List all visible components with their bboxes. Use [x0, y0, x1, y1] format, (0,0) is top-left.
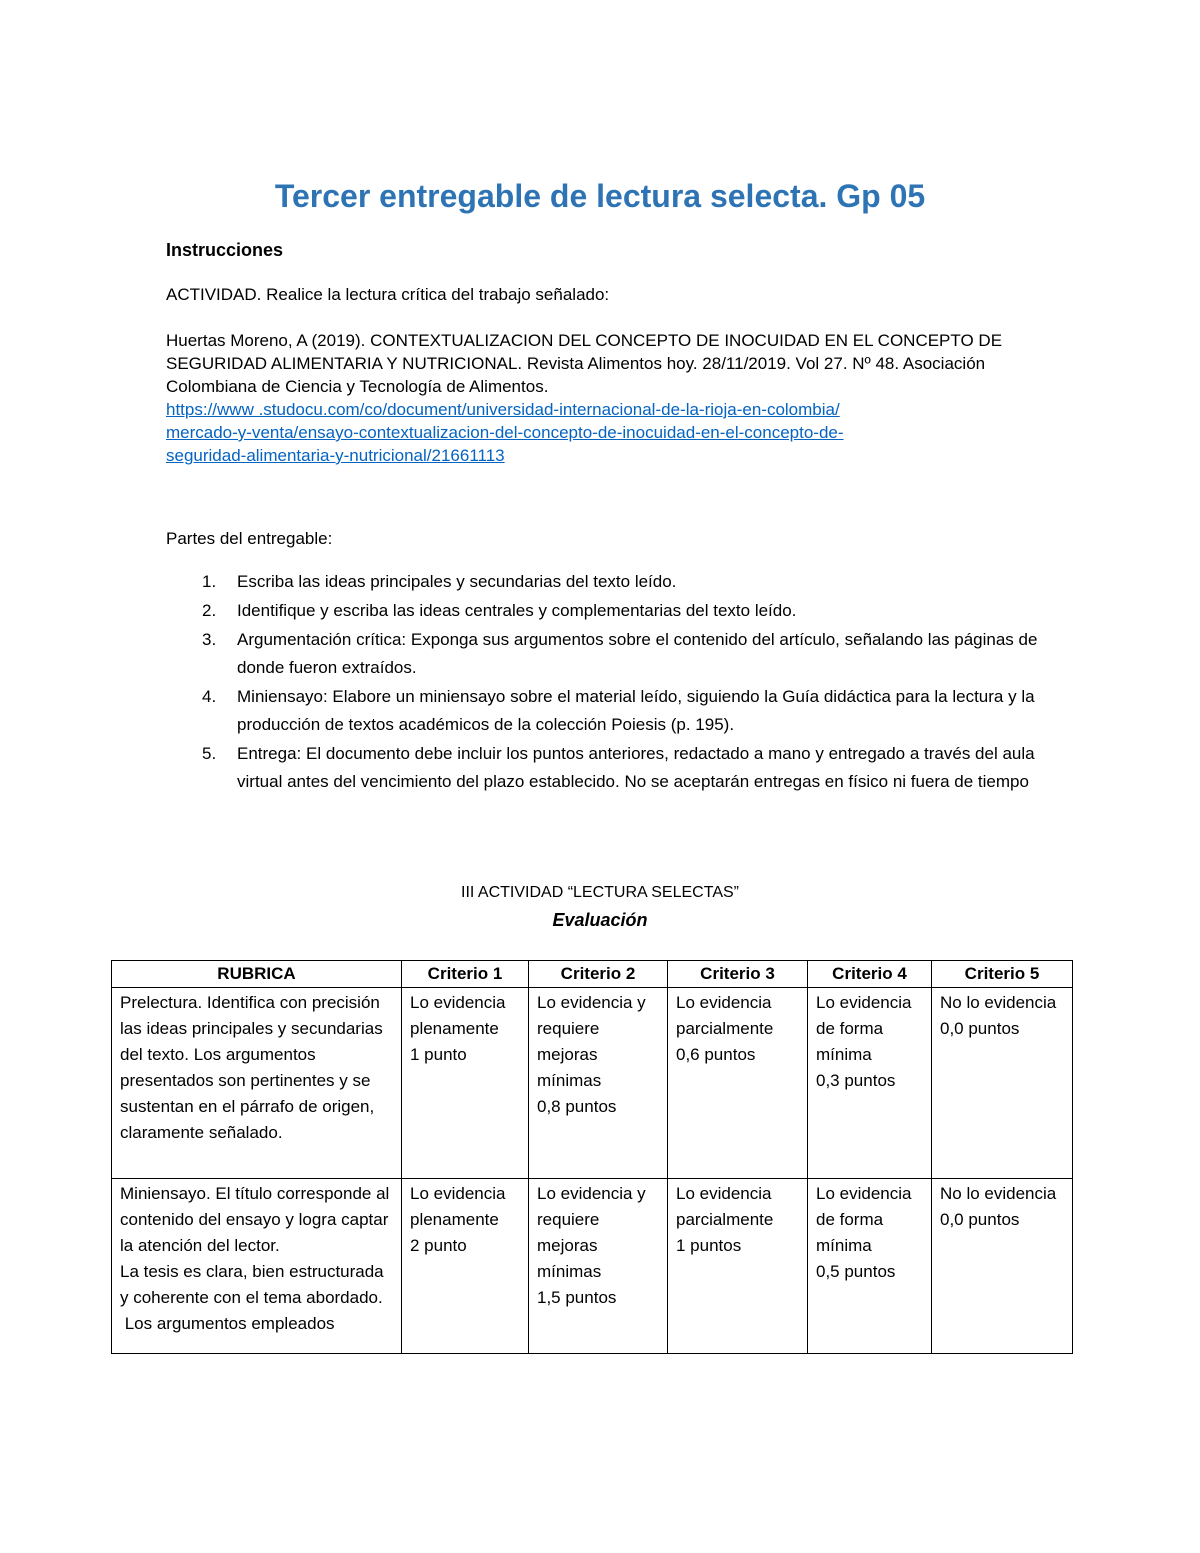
list-number: 3. — [202, 630, 217, 649]
table-row — [112, 988, 1073, 1179]
table-cell — [808, 1179, 932, 1354]
activity-section-title: III ACTIVIDAD “LECTURA SELECTAS” — [461, 884, 739, 901]
table-cell — [529, 1179, 668, 1354]
table-cell — [668, 988, 808, 1179]
list-text: Identifique y escriba las ideas centrales y complementarias del texto leído. — [237, 601, 797, 620]
instructions-heading: Instrucciones — [166, 240, 284, 260]
reference-citation: Huertas Moreno, A (2019). CONTEXTUALIZACION DEL CONCEPTO DE INOCUIDAD EN EL CONCEPTO DE SEGURIDAD ALIMENTARIA Y NUTRICIONAL. Revista Alimentos hoy. 28/11/2019. Vol 27. Nº 48. Asociación Colombiana de Ciencia y Tecnología de Alimentos. — [166, 331, 1003, 396]
document-title: Tercer entregable de lectura selecta. Gp 05 — [274, 178, 926, 214]
table-cell — [112, 1179, 402, 1354]
table-cell — [808, 988, 932, 1179]
list-number: 5. — [202, 744, 217, 763]
rubric-table — [111, 960, 1073, 1354]
table-header-cell: Criterio 3 — [668, 961, 808, 988]
cell-text: Lo evidencia parcialmente — [676, 1184, 774, 1229]
table-header-cell: RUBRICA — [112, 961, 402, 988]
parts-list — [166, 568, 1046, 797]
table-header-cell: Criterio 4 — [808, 961, 932, 988]
list-item — [166, 683, 1046, 739]
cell-score: 0,6 puntos — [676, 1045, 756, 1064]
list-item — [166, 626, 1046, 682]
table-cell — [402, 1179, 529, 1354]
list-item — [166, 568, 1046, 596]
table-cell — [529, 988, 668, 1179]
cell-score: 1 puntos — [676, 1236, 742, 1255]
table-cell — [402, 988, 529, 1179]
reference-link-line: mercado-y-venta/ensayo-contextualizacion-del-concepto-de-inocuidad-en-el-concepto-de- — [166, 423, 844, 442]
cell-score: 0,0 puntos — [940, 1210, 1020, 1229]
cell-text: Lo evidencia plenamente — [410, 993, 506, 1038]
table-cell — [668, 1179, 808, 1354]
cell-score: 0,8 puntos — [537, 1097, 617, 1116]
cell-score: 0,5 puntos — [816, 1262, 896, 1281]
list-item — [166, 740, 1046, 796]
reference-link[interactable] — [166, 398, 1046, 467]
activity-label: ACTIVIDAD. — [166, 285, 262, 304]
reference-block — [166, 329, 1046, 467]
cell-score: 2 punto — [410, 1236, 467, 1255]
cell-text: Los argumentos empleados — [120, 1314, 335, 1333]
cell-text: Lo evidencia parcialmente — [676, 993, 774, 1038]
table-row — [112, 1179, 1073, 1354]
cell-score: 0,0 puntos — [940, 1019, 1020, 1038]
cell-text: Lo evidencia plenamente — [410, 1184, 506, 1229]
list-item — [166, 597, 1046, 625]
list-number: 4. — [202, 687, 217, 706]
list-text: Entrega: El documento debe incluir los puntos anteriores, redactado a mano y entregado a través del aula virtual antes del vencimiento del plazo establecido. No se aceptarán entregas en físico ni fuera de tiempo — [237, 744, 1035, 791]
cell-text: Prelectura. Identifica con precisión las ideas principales y secundarias del texto. Los argumentos presentados son pertinentes y se sustentan en el párrafo de origen, claramente señalado. — [120, 993, 383, 1142]
list-number: 1. — [202, 572, 217, 591]
cell-score: 1,5 puntos — [537, 1288, 617, 1307]
cell-text: Lo evidencia y requiere mejoras mínimas — [537, 1184, 646, 1281]
cell-text: Lo evidencia y requiere mejoras mínimas — [537, 993, 646, 1090]
evaluation-title: Evaluación — [552, 910, 648, 930]
table-cell — [932, 988, 1073, 1179]
list-number: 2. — [202, 601, 217, 620]
cell-text: Lo evidencia de forma mínima — [816, 1184, 912, 1255]
cell-score: 1 punto — [410, 1045, 467, 1064]
table-header-row — [112, 961, 1073, 988]
cell-text: Miniensayo. El título corresponde al contenido del ensayo y logra captar la atención del lector. — [120, 1184, 390, 1255]
table-header-cell: Criterio 2 — [529, 961, 668, 988]
list-text: Escriba las ideas principales y secundarias del texto leído. — [237, 572, 677, 591]
table-header-cell: Criterio 5 — [932, 961, 1073, 988]
table-cell — [112, 988, 402, 1179]
cell-text: No lo evidencia — [940, 993, 1057, 1012]
reference-link-line: seguridad-alimentaria-y-nutricional/21661113 — [166, 446, 505, 465]
reference-link-line: https://www .studocu.com/co/document/universidad-internacional-de-la-rioja-en-colombia/ — [166, 400, 840, 419]
list-text: Argumentación crítica: Exponga sus argumentos sobre el contenido del artículo, señalando las páginas de donde fueron extraídos. — [237, 630, 1038, 677]
table-cell — [932, 1179, 1073, 1354]
cell-text: Lo evidencia de forma mínima — [816, 993, 912, 1064]
cell-text: La tesis es clara, bien estructurada y coherente con el tema abordado. — [120, 1262, 384, 1307]
activity-text: Realice la lectura crítica del trabajo señalado: — [261, 285, 610, 304]
table-header-cell: Criterio 1 — [402, 961, 529, 988]
activity-statement — [166, 285, 609, 305]
cell-text: No lo evidencia — [940, 1184, 1057, 1203]
parts-heading: Partes del entregable: — [166, 529, 333, 548]
cell-score: 0,3 puntos — [816, 1071, 896, 1090]
list-text: Miniensayo: Elabore un miniensayo sobre el material leído, siguiendo la Guía didáctica para la lectura y la producción de textos académicos de la colección Poiesis (p. 195). — [237, 687, 1035, 734]
